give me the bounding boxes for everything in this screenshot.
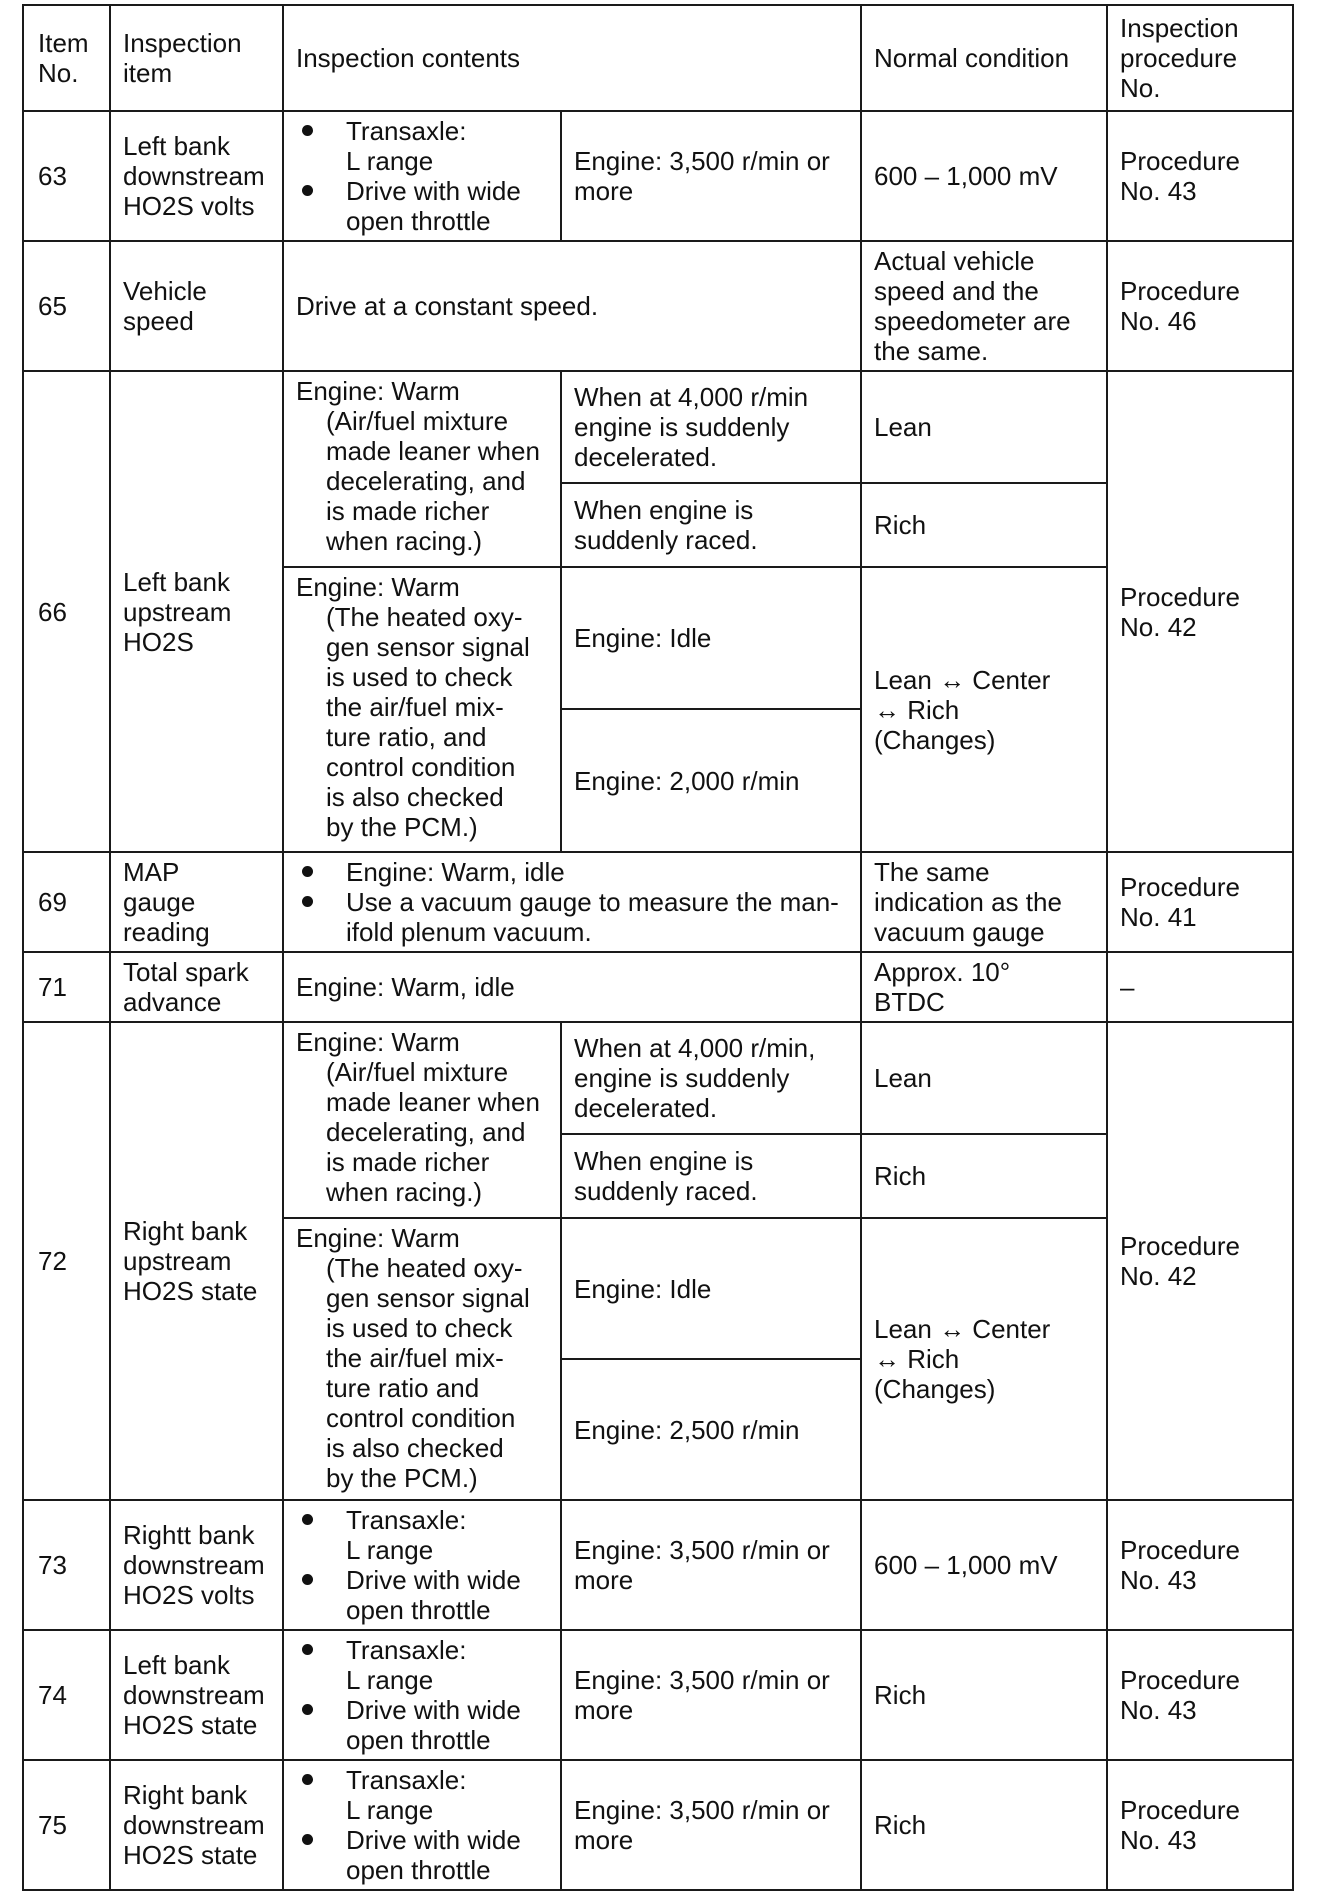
contents-condition: Engine: 3,500 r/min or more xyxy=(561,1630,861,1760)
normal-condition: Rich xyxy=(861,483,1107,567)
table-row-74 xyxy=(23,1630,1293,1760)
inspection-item: Right bank downstream HO2S state xyxy=(110,1760,283,1890)
group-head: Engine: Warm xyxy=(296,572,460,602)
header-inspection-item: Inspection item xyxy=(110,5,283,111)
inspection-item: MAP gauge reading xyxy=(110,852,283,952)
contents-condition: Engine: Idle xyxy=(561,1218,861,1359)
group-head: Engine: Warm xyxy=(296,376,460,406)
contents-bullets xyxy=(283,1500,561,1630)
header-item-no: Item No. xyxy=(23,5,110,111)
normal-condition: 600 – 1,000 mV xyxy=(861,1500,1107,1630)
item-number: 69 xyxy=(23,852,110,952)
inspection-table xyxy=(22,4,1294,1891)
table-row-69 xyxy=(23,852,1293,952)
normal-condition: Rich xyxy=(861,1134,1107,1218)
bullet-transaxle: Transaxle: L range xyxy=(296,1635,550,1695)
normal-condition: Lean ↔ Center ↔ Rich (Changes) xyxy=(861,1218,1107,1500)
normal-condition: 600 – 1,000 mV xyxy=(861,111,1107,241)
bullet-transaxle: Transaxle: L range xyxy=(296,1505,550,1565)
contents-condition: Engine: 2,500 r/min xyxy=(561,1359,861,1500)
item-number: 63 xyxy=(23,111,110,241)
procedure-number: Procedure No. 43 xyxy=(1107,1760,1293,1890)
group-note: (The heated oxy- gen sensor signal is used to check the air/fuel mix- ture ratio, and control condition is also checked by the PCM.) xyxy=(326,602,530,842)
procedure-number: Procedure No. 43 xyxy=(1107,1500,1293,1630)
group-note: (The heated oxy- gen sensor signal is used to check the air/fuel mix- ture ratio and control condition is also checked by the PCM.) xyxy=(326,1253,530,1493)
contents-condition: When at 4,000 r/min, engine is suddenly decelerated. xyxy=(561,1022,861,1134)
inspection-item: Left bank downstream HO2S state xyxy=(110,1630,283,1760)
item-number: 73 xyxy=(23,1500,110,1630)
bullet-transaxle: Transaxle: L range xyxy=(296,116,550,176)
inspection-item: Left bank downstream HO2S volts xyxy=(110,111,283,241)
contents-condition: Engine: 2,000 r/min xyxy=(561,709,861,852)
procedure-number: Procedure No. 43 xyxy=(1107,111,1293,241)
contents-group-1 xyxy=(283,371,561,567)
contents-bullets xyxy=(283,1760,561,1890)
group-note: (Air/fuel mixture made leaner when decelerating, and is made richer when racing.) xyxy=(326,406,540,556)
item-number: 74 xyxy=(23,1630,110,1760)
group-note: (Air/fuel mixture made leaner when decelerating, and is made richer when racing.) xyxy=(326,1057,540,1207)
item-number: 66 xyxy=(23,371,110,852)
table-row-65 xyxy=(23,241,1293,371)
procedure-number: Procedure No. 43 xyxy=(1107,1630,1293,1760)
contents-group-2 xyxy=(283,1218,561,1500)
bullet-drive: Drive with wide open throttle xyxy=(296,1695,550,1755)
bullet-vacuum-gauge: Use a vacuum gauge to measure the man- ifold plenum vacuum. xyxy=(296,887,850,947)
contents-condition: Engine: Idle xyxy=(561,567,861,709)
table-row-75 xyxy=(23,1760,1293,1890)
procedure-number: – xyxy=(1107,952,1293,1022)
table-row-71 xyxy=(23,952,1293,1022)
inspection-table-page xyxy=(22,4,1292,1885)
normal-condition: Approx. 10° BTDC xyxy=(861,952,1107,1022)
item-number: 71 xyxy=(23,952,110,1022)
contents-text: Engine: Warm, idle xyxy=(283,952,861,1022)
contents-condition: Engine: 3,500 r/min or more xyxy=(561,1500,861,1630)
normal-condition: Lean xyxy=(861,371,1107,483)
table-row-72 xyxy=(23,1022,1293,1134)
contents-bullets xyxy=(283,852,861,952)
contents-bullets xyxy=(283,111,561,241)
normal-condition: Lean ↔ Center ↔ Rich (Changes) xyxy=(861,567,1107,852)
inspection-item: Rightt bank downstream HO2S volts xyxy=(110,1500,283,1630)
normal-condition: Rich xyxy=(861,1760,1107,1890)
normal-condition: Actual vehicle speed and the speedometer are the same. xyxy=(861,241,1107,371)
table-row-66 xyxy=(23,371,1293,483)
procedure-number: Procedure No. 42 xyxy=(1107,371,1293,852)
header-row xyxy=(23,5,1293,111)
contents-condition: When engine is suddenly raced. xyxy=(561,1134,861,1218)
procedure-number: Procedure No. 41 xyxy=(1107,852,1293,952)
contents-condition: Engine: 3,500 r/min or more xyxy=(561,111,861,241)
normal-condition: Lean xyxy=(861,1022,1107,1134)
contents-bullets xyxy=(283,1630,561,1760)
table-row-63 xyxy=(23,111,1293,241)
contents-group-1 xyxy=(283,1022,561,1218)
contents-condition: Engine: 3,500 r/min or more xyxy=(561,1760,861,1890)
item-number: 75 xyxy=(23,1760,110,1890)
procedure-number: Procedure No. 42 xyxy=(1107,1022,1293,1500)
contents-condition: When engine is suddenly raced. xyxy=(561,483,861,567)
procedure-number: Procedure No. 46 xyxy=(1107,241,1293,371)
bullet-drive: Drive with wide open throttle xyxy=(296,176,550,236)
bullet-drive: Drive with wide open throttle xyxy=(296,1825,550,1885)
normal-condition: The same indication as the vacuum gauge xyxy=(861,852,1107,952)
contents-text: Drive at a constant speed. xyxy=(283,241,861,371)
table-row-73 xyxy=(23,1500,1293,1630)
contents-group-2 xyxy=(283,567,561,852)
bullet-drive: Drive with wide open throttle xyxy=(296,1565,550,1625)
inspection-item: Total spark advance xyxy=(110,952,283,1022)
header-inspection-contents: Inspection contents xyxy=(283,5,861,111)
normal-condition: Rich xyxy=(861,1630,1107,1760)
item-number: 72 xyxy=(23,1022,110,1500)
bullet-transaxle: Transaxle: L range xyxy=(296,1765,550,1825)
inspection-item: Right bank upstream HO2S state xyxy=(110,1022,283,1500)
group-head: Engine: Warm xyxy=(296,1223,460,1253)
header-procedure-no: Inspection procedure No. xyxy=(1107,5,1293,111)
group-head: Engine: Warm xyxy=(296,1027,460,1057)
bullet-engine: Engine: Warm, idle xyxy=(296,857,850,887)
contents-condition: When at 4,000 r/min engine is suddenly decelerated. xyxy=(561,371,861,483)
inspection-item: Vehicle speed xyxy=(110,241,283,371)
inspection-item: Left bank upstream HO2S xyxy=(110,371,283,852)
header-normal-condition: Normal condition xyxy=(861,5,1107,111)
item-number: 65 xyxy=(23,241,110,371)
